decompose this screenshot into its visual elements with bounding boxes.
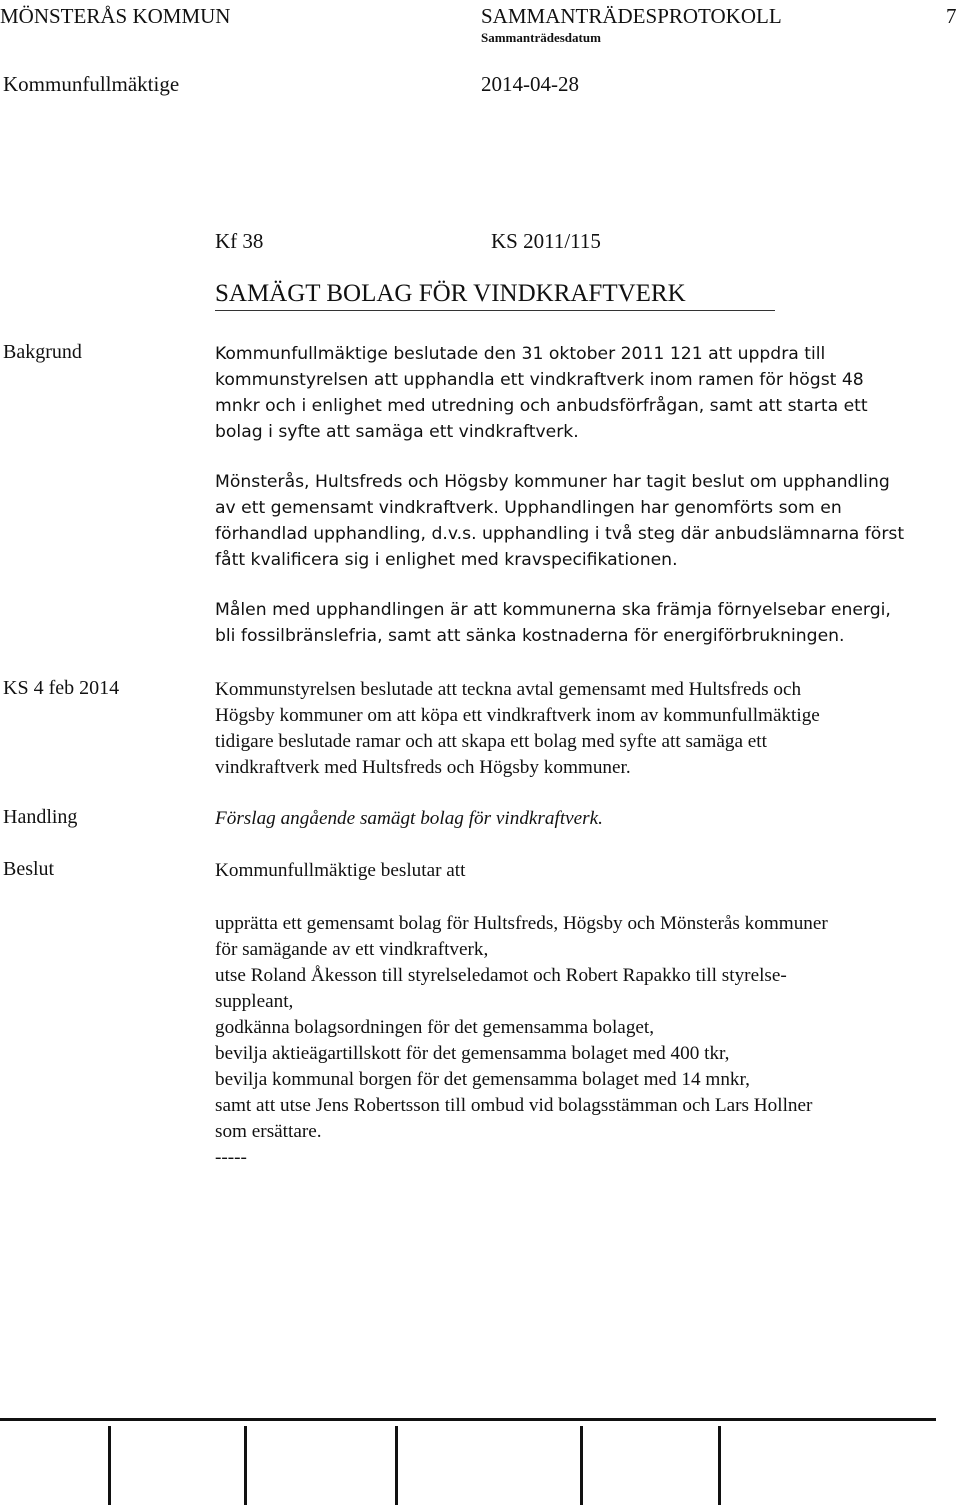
text-line: bolag i syfte att samäga ett vindkraftverk.	[215, 422, 579, 442]
text-line: Kommunstyrelsen beslutade att teckna avtal gemensamt med Hultsfreds och	[215, 679, 802, 700]
case-reference: KS 2011/115	[491, 229, 601, 253]
signature-divider	[395, 1426, 398, 1505]
list-item: bevilja aktieägartillskott för det gemensamma bolaget med 400 tkr,	[215, 1043, 730, 1064]
date-label: Sammanträdesdatum	[481, 30, 601, 45]
text-line: fått kvalificera sig i enlighet med kravspecifikationen.	[215, 550, 678, 570]
ks-date-label: KS 4 feb 2014	[3, 677, 120, 699]
beslut-intro: Kommunfullmäktige beslutar att	[215, 860, 466, 881]
ks-paragraph	[215, 677, 940, 781]
text-line: kommunstyrelsen att upphandla ett vindkraftverk inom ramen för högst 48	[215, 370, 864, 390]
text-line: bli fossilbränslefria, samt att sänka kostnaderna för energiförbrukningen.	[215, 626, 845, 646]
protocol-title: SAMMANTRÄDESPROTOKOLL	[481, 4, 782, 28]
page-title: SAMÄGT BOLAG FÖR VINDKRAFTVERK	[215, 280, 775, 311]
signature-divider	[244, 1426, 247, 1505]
meeting-body: Kommunfullmäktige	[3, 72, 180, 96]
list-item: godkänna bolagsordningen för det gemensamma bolaget,	[215, 1017, 655, 1038]
list-item: upprätta ett gemensamt bolag för Hultsfreds, Högsby och Mönsterås kommuner	[215, 913, 828, 934]
signature-divider	[718, 1426, 721, 1505]
list-item: bevilja kommunal borgen för det gemensamma bolaget med 14 mnkr,	[215, 1069, 750, 1090]
list-item: för samägande av ett vindkraftverk,	[215, 939, 489, 960]
text-line: Kommunfullmäktige beslutade den 31 oktober 2011 121 att uppdra till	[215, 344, 826, 364]
footer-rule	[0, 1418, 936, 1421]
text-line: förhandlad upphandling, d.v.s. upphandling i två steg där anbudslämnarna först	[215, 524, 905, 544]
text-line: Högsby kommuner om att köpa ett vindkraftverk inom av kommunfullmäktige	[215, 705, 820, 726]
text-line: Mönsterås, Hultsfreds och Högsby kommuner har tagit beslut om upphandling	[215, 472, 890, 492]
paragraph-reference: Kf 38	[215, 229, 264, 253]
handling-text: Förslag angående samägt bolag för vindkraftverk.	[215, 808, 603, 829]
bakgrund-paragraph-1	[215, 341, 940, 445]
list-item: utse Roland Åkesson till styrelseledamot och Robert Rapakko till styrelse-	[215, 965, 787, 986]
text-line: mnkr och i enlighet med utredning och anbudsförfrågan, samt att starta ett	[215, 396, 868, 416]
text-line: tidigare beslutade ramar och att skapa ett bolag med syfte att samäga ett	[215, 731, 767, 752]
text-line: av ett gemensamt vindkraftverk. Upphandlingen har genomförts som en	[215, 498, 842, 518]
beslut-label: Beslut	[3, 858, 55, 880]
list-item: suppleant,	[215, 991, 294, 1012]
bakgrund-paragraph-3	[215, 597, 940, 649]
beslut-list	[215, 911, 940, 1171]
list-item: som ersättare.	[215, 1121, 322, 1142]
municipality-name: MÖNSTERÅS KOMMUN	[0, 4, 231, 28]
list-item: samt att utse Jens Robertsson till ombud vid bolagsstämman och Lars Hollner	[215, 1095, 813, 1116]
page-number: 7	[946, 4, 957, 28]
signature-divider	[580, 1426, 583, 1505]
end-mark: -----	[215, 1147, 247, 1168]
text-line: vindkraftverk med Hultsfreds och Högsby kommuner.	[215, 757, 631, 778]
text-line: Målen med upphandlingen är att kommunerna ska främja förnyelsebar energi,	[215, 600, 891, 620]
bakgrund-label: Bakgrund	[3, 341, 82, 363]
signature-divider	[108, 1426, 111, 1505]
bakgrund-paragraph-2	[215, 469, 940, 573]
handling-label: Handling	[3, 806, 78, 828]
meeting-date: 2014-04-28	[481, 72, 579, 96]
